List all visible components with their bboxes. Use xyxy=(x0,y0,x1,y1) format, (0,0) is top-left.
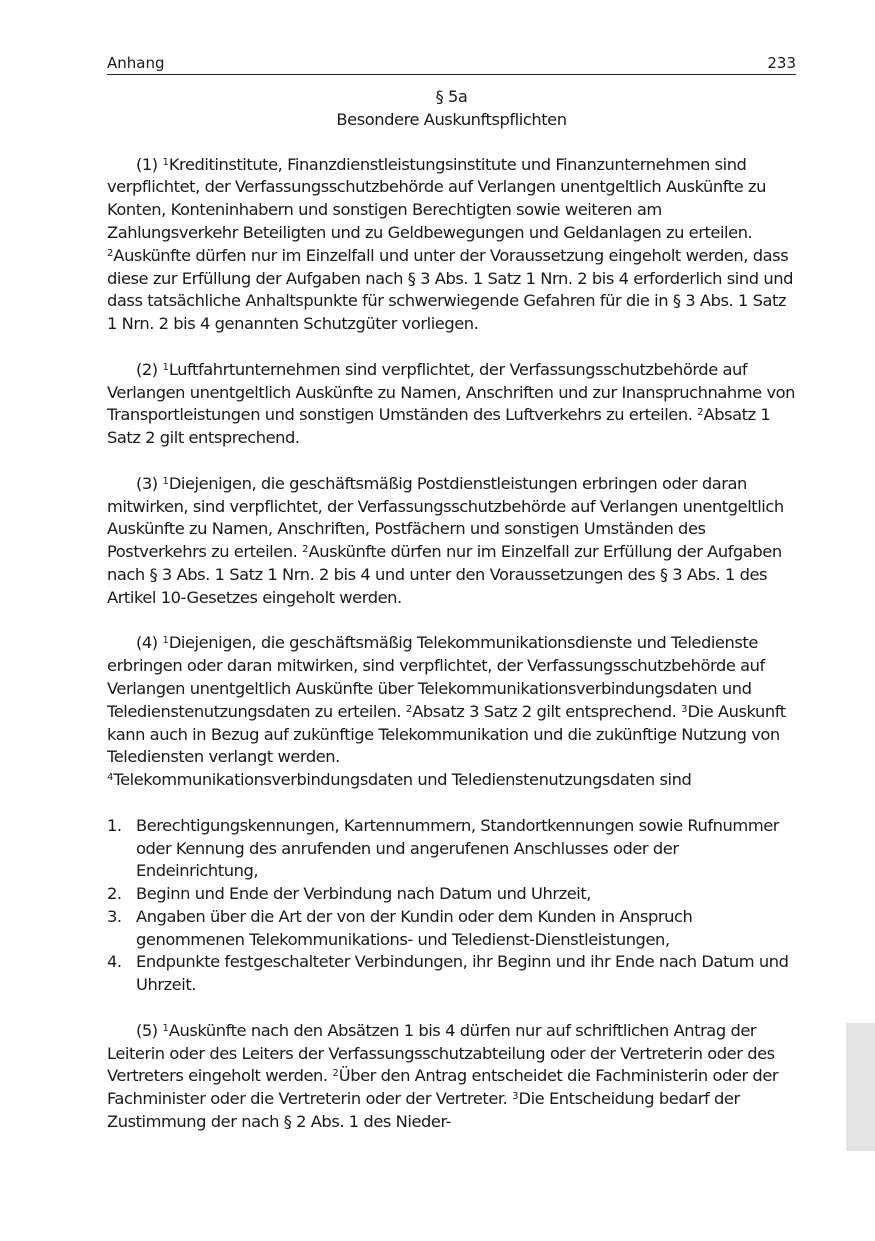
page-number: 233 xyxy=(767,54,796,72)
sentence-number: 3 xyxy=(512,1091,519,1103)
sentence-text: Absatz 3 Satz 2 gilt entsprechend. xyxy=(412,701,682,721)
list-item xyxy=(107,883,796,906)
sentence-number: 3 xyxy=(681,703,688,715)
page-body xyxy=(107,86,796,1157)
sentence-number: 1 xyxy=(162,361,169,373)
list-item-number: 2. xyxy=(107,884,122,904)
paragraph-label: (5) xyxy=(136,1020,163,1040)
section-number: § 5a xyxy=(435,87,468,106)
sentence-number: 1 xyxy=(162,1022,169,1034)
list-item xyxy=(107,906,796,952)
sentence-text: Auskünfte dürfen nur im Einzelfall und unter der Voraussetzung eingeholt werden, dass diese zur Erfüllung der Aufgaben nach § 3 Abs. 1 Satz 1 Nrn. 2 bis 4 erforderlich sind und dass tatsächliche Anhaltspunkte für schwerwiegende Gefahren für die in § 3 Abs. 1 Satz 1 Nrn. 2 bis 4 genannten Schutzgüter vorliegen. xyxy=(107,245,793,334)
sentence-number: 1 xyxy=(162,475,169,487)
list-item-text: Berechtigungskennungen, Kartennummern, Standortkennungen sowie Rufnummer oder Kennung des anrufenden und angerufenen Anschlusses oder der Endeinrichtung, xyxy=(136,815,780,881)
list-item-text: Endpunkte festgeschalteter Verbindungen, ihr Beginn und ihr Ende nach Datum und Uhrzeit. xyxy=(136,952,789,995)
paragraph-label: (4) xyxy=(136,633,163,653)
list-item xyxy=(107,951,796,997)
section-heading: Besondere Auskunftspflichten xyxy=(336,109,567,129)
section-name: Anhang xyxy=(107,54,165,72)
sentence-number: 2 xyxy=(332,1068,339,1080)
sentence-text: Kreditinstitute, Finanzdienstleistungsinstitute und Finanzunternehmen sind verpflichtet, der Verfassungsschutzbehörde auf Verlangen unentgeltlich Auskünfte zu Konten, Konteninhabern und sonstigen Berechtigten sowie weiteren am Zahlungsverkehr Beteiligten und zu Geldbewegungen und Geldanlagen zu erteilen. xyxy=(107,154,766,242)
title-spacer xyxy=(107,132,796,154)
paragraph-3 xyxy=(107,473,796,610)
sentence-number: 2 xyxy=(405,703,413,715)
sentence-number: 1 xyxy=(162,156,169,168)
paragraph-2 xyxy=(107,359,796,450)
list-item-number: 3. xyxy=(107,906,122,926)
sentence-number: 2 xyxy=(697,407,704,419)
paragraph-label: (1) xyxy=(136,154,163,174)
list-item xyxy=(107,815,796,883)
sentence-text: Die Entscheidung bedarf der Zustimmung der nach § 2 Abs. 1 des Nieder- xyxy=(107,1089,740,1132)
sentence-number: 4 xyxy=(107,772,114,784)
sentence-text: Luftfahrtunternehmen sind verpflichtet, der Verfassungsschutzbehörde auf Verlangen unentgeltlich Auskünfte zu Namen, Anschriften und zur Inanspruchnahme von Transportleistungen und sonstigen Umständen des Luftverkehrs zu erteilen. xyxy=(107,359,796,425)
sentence-text: Telekommunikationsverbindungsdaten und Teledienstenutzungsdaten sind xyxy=(113,770,692,790)
sentence-number: 1 xyxy=(162,635,169,647)
list-item-text: Beginn und Ende der Verbindung nach Datum und Uhrzeit, xyxy=(136,884,592,904)
sentence-text: Auskünfte dürfen nur im Einzelfall zur Erfüllung der Aufgaben nach § 3 Abs. 1 Satz 1 Nrn. 2 bis 4 und unter den Voraussetzungen des § 3 Abs. 1 des Artikel 10-Gesetzes eingeholt werden. xyxy=(107,542,782,607)
list-item-number: 4. xyxy=(107,952,122,972)
sentence-text: Über den Antrag entscheidet die Fachministerin oder der Fachminister oder die Vertreterin oder der Vertreter. xyxy=(107,1066,779,1109)
running-header xyxy=(107,52,796,75)
chapter-thumb-tab xyxy=(846,1023,875,1151)
paragraph-5 xyxy=(107,1020,796,1134)
list-item-number: 1. xyxy=(107,815,122,835)
list-item-text: Angaben über die Art der von der Kundin oder dem Kunden in Anspruch genommenen Telekommunikations- und Teledienst-Dienstleistungen, xyxy=(136,906,693,949)
sentence-text: Die Auskunft kann auch in Bezug auf zukünftige Telekommunikation und die zukünftige Nutzung von Telediensten verlangt werden. xyxy=(107,701,786,767)
sentence-number: 2 xyxy=(107,247,114,259)
numbered-list xyxy=(107,815,796,997)
paragraph-label: (2) xyxy=(136,359,163,379)
sentence-text: Diejenigen, die geschäftsmäßig Telekommunikationsdienste und Teledienste erbringen oder daran mitwirken, sind verpflichtet, der Verfassungsschutzbehörde auf Verlangen unentgeltlich Auskünfte über Telekommunikationsverbindungsdaten und Teledienstenutzungsdaten zu erteilen. xyxy=(107,633,765,721)
paragraph-1 xyxy=(107,154,796,336)
paragraph-label: (3) xyxy=(136,473,163,493)
sentence-text: Auskünfte nach den Absätzen 1 bis 4 dürfen nur auf schriftlichen Antrag der Leiterin oder des Leiters der Verfassungsschutzabteilung oder der Vertreterin oder des Vertreters eingeholt werden. xyxy=(107,1020,775,1086)
sentence-number: 2 xyxy=(302,544,309,556)
sentence-text: Diejenigen, die geschäftsmäßig Postdienstleistungen erbringen oder daran mitwirken, sind verpflichtet, der Verfassungsschutzbehörde auf Verlangen unentgeltlich Auskünfte zu Namen, Anschriften, Postfächern und sonstigen Umständen des Postverkehrs zu erteilen. xyxy=(107,473,784,562)
paragraph-4 xyxy=(107,632,796,792)
sentence-text: Absatz 1 Satz 2 gilt entsprechend. xyxy=(107,405,771,448)
